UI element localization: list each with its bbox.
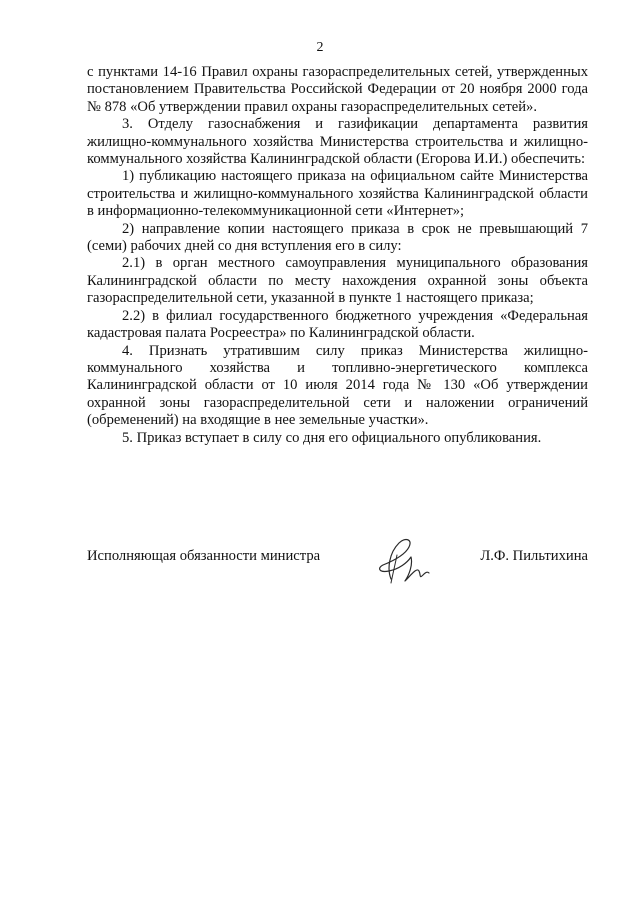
handwritten-signature [369, 535, 441, 587]
signature-block [87, 545, 588, 585]
document-body [87, 64, 588, 447]
signatory-position: Исполняющая обязанности министра [87, 548, 321, 564]
page-number: 2 [316, 40, 324, 55]
paragraph-item-3-1: 1) публикацию настоящего приказа на официальном сайте Министерства строительства и жилищно-коммунального хозяйства Калининградской области в информационно-телекоммуникационной сети «Интернет»; [87, 168, 588, 220]
paragraph-item-4: 4. Признать утратившим силу приказ Министерства жилищно-коммунального хозяйства и топливно-энергетического комплекса Калининградской области от 10 июля 2014 года № 130 «Об утверждении охранной зоны газораспределительной сети и наложении ограничений (обременений) на входящие в нее земельные участки». [87, 342, 588, 429]
paragraph-item-3: 3. Отделу газоснабжения и газификации департамента развития жилищно-коммунального хозяйства Министерства строительства и жилищно-коммунального хозяйства Калининградской области (Егорова И.И.) обеспечить: [87, 116, 588, 168]
paragraph-continuation: с пунктами 14-16 Правил охраны газораспределительных сетей, утвержденных постановлением Правительства Российской Федерации от 20 ноября 2000 года № 878 «Об утверждении правил охраны газораспределительных сетей». [87, 64, 588, 115]
paragraph-item-2-2: 2.2) в филиал государственного бюджетного учреждения «Федеральная кадастровая палата Росреестра» по Калининградской области. [87, 307, 588, 342]
paragraph-item-3-2: 2) направление копии настоящего приказа в срок не превышающий 7 (семи) рабочих дней со дня вступления его в силу: [87, 220, 588, 255]
signatory-name: Л.Ф. Пильтихина [480, 548, 588, 564]
paragraph-item-2-1: 2.1) в орган местного самоуправления муниципального образования Калининградской области по месту нахождения охранной зоны объекта газораспределительной сети, указанной в пункте 1 настоящего приказа; [87, 255, 588, 307]
paragraph-item-5: 5. Приказ вступает в силу со дня его официального опубликования. [122, 429, 542, 446]
